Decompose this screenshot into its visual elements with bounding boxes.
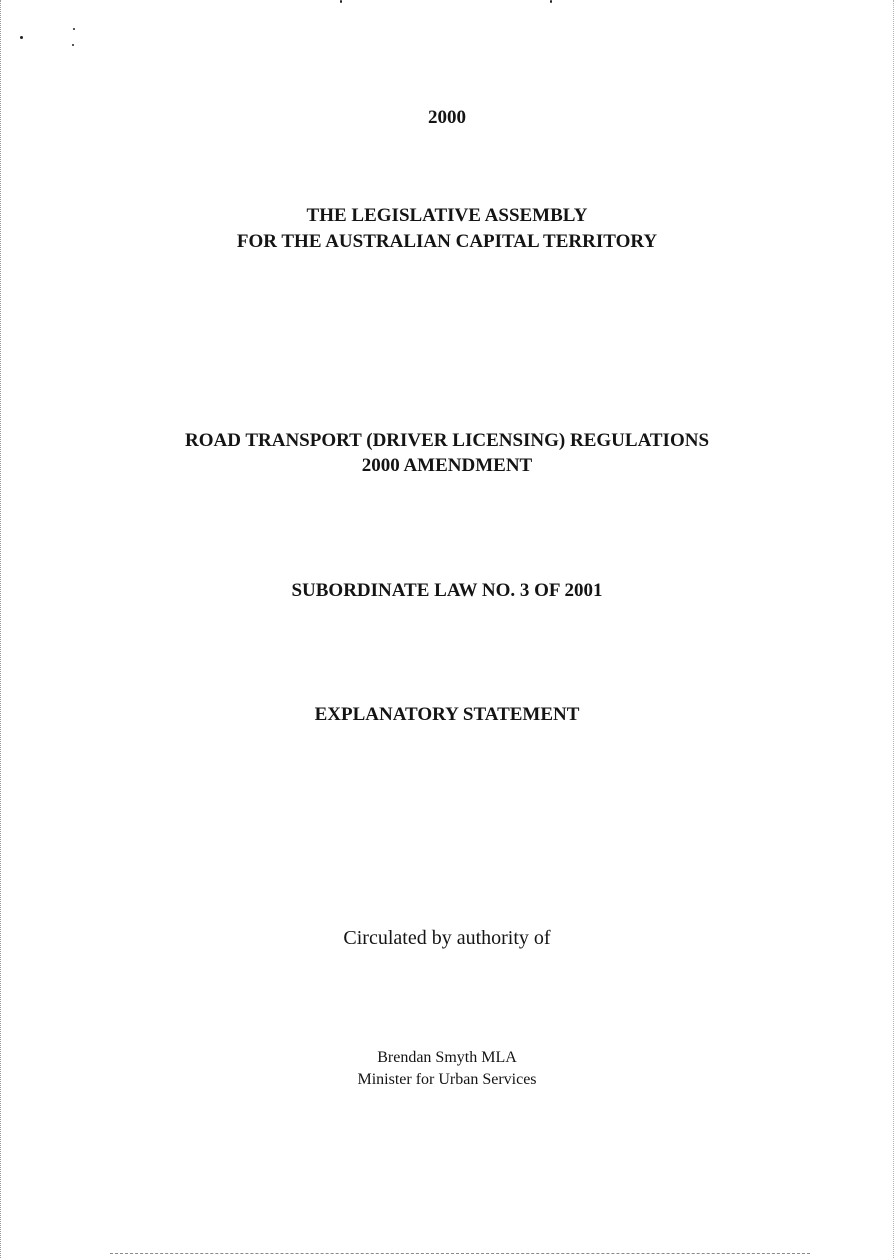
assembly-heading-line-2: FOR THE AUSTRALIAN CAPITAL TERRITORY [236,231,658,252]
subordinate-law-number: SUBORDINATE LAW NO. 3 OF 2001 [291,580,603,601]
assembly-heading-line-1: THE LEGISLATIVE ASSEMBLY [306,205,588,226]
scan-speck [73,28,75,30]
scan-speck [20,36,23,39]
scan-speck [72,44,74,46]
regulation-title-line-2: 2000 AMENDMENT [361,455,533,476]
document-year: 2000 [428,107,466,128]
regulation-title-line-1: ROAD TRANSPORT (DRIVER LICENSING) REGULATIONS [184,430,710,451]
scan-edge-left [0,0,2,1258]
minister-title: Minister for Urban Services [357,1071,537,1088]
scan-speck [340,0,342,3]
scan-edge-bottom [110,1252,810,1254]
minister-name: Brendan Smyth MLA [377,1049,517,1066]
circulated-by-line: Circulated by authority of [343,927,551,949]
document-type-heading: EXPLANATORY STATEMENT [314,704,580,725]
scan-speck [550,0,552,3]
